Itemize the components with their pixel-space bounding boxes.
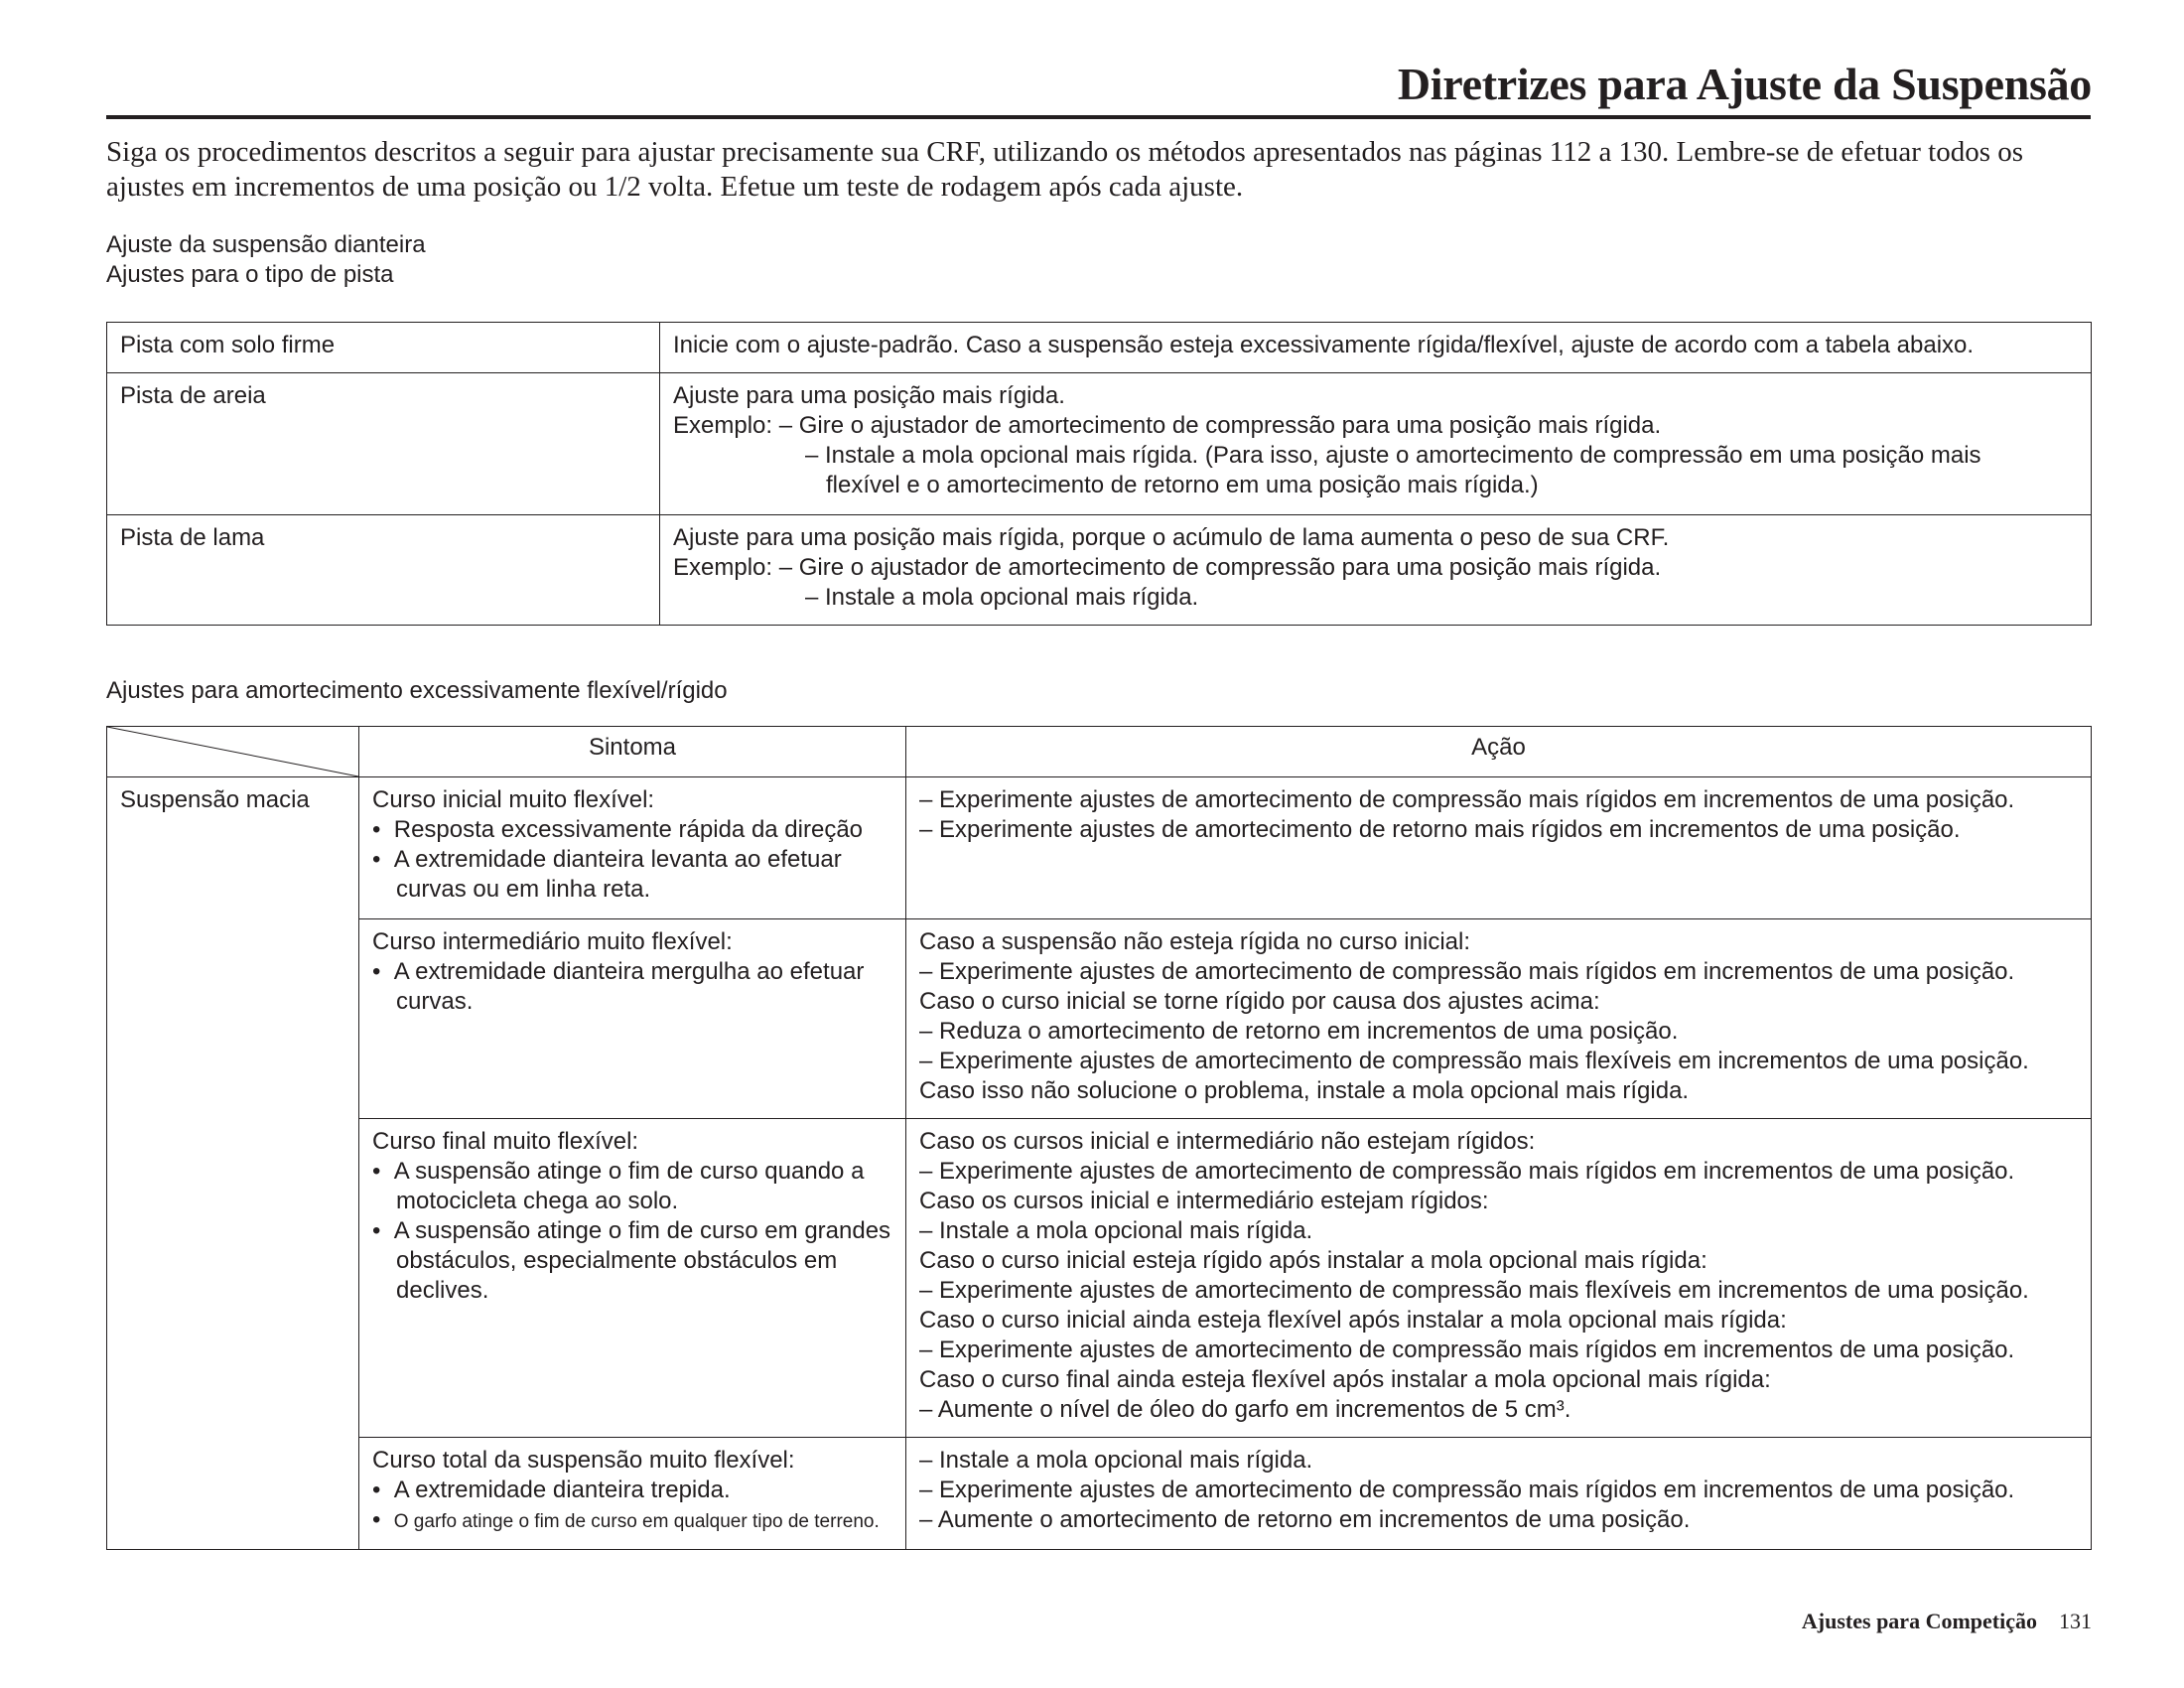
- action-line: – Instale a mola opcional mais rígida.: [919, 1447, 1313, 1474]
- symptom-bullet: • O garfo atinge o fim de curso em qualquer tipo de terreno.: [372, 1506, 880, 1533]
- table-row: [107, 373, 2092, 515]
- table-row: [107, 1119, 2092, 1438]
- intro-paragraph: Siga os procedimentos descritos a seguir para ajustar precisamente sua CRF, utilizando os métodos apresentados nas páginas 112 a 130. Lembre-se de efetuar todos os ajustes em incrementos de uma posição ou 1/2 volta. Efetue um teste de rodagem após cada ajuste.: [106, 136, 2024, 203]
- action-line: – Experimente ajustes de amortecimento de compressão mais rígidos em incrementos de uma posição.: [919, 1336, 2015, 1363]
- adjustment-line: Exemplo: – Gire o ajustador de amortecimento de compressão para uma posição mais rígida.: [673, 554, 1662, 581]
- action-line: – Instale a mola opcional mais rígida.: [919, 1217, 1313, 1244]
- symptom-title: Curso final muito flexível:: [372, 1128, 639, 1155]
- track-name: Pista de lama: [107, 515, 660, 626]
- footer-section: Ajustes para Competição: [1801, 1609, 2037, 1633]
- table-row: [107, 323, 2092, 373]
- symptom-bullet: • A suspensão atinge o fim de curso em grandes obstáculos, especialmente obstáculos em declives.: [372, 1217, 891, 1304]
- adjustment-line: – Instale a mola opcional mais rígida.: [805, 584, 1199, 611]
- action-cell: [906, 1438, 2092, 1550]
- symptom-cell: [359, 919, 906, 1119]
- action-cell: [906, 919, 2092, 1119]
- page-footer: [1802, 1609, 2092, 1634]
- symptom-cell: [359, 1438, 906, 1550]
- table-row: [107, 515, 2092, 626]
- action-line: Caso o curso inicial ainda esteja flexível após instalar a mola opcional mais rígida:: [919, 1307, 1787, 1334]
- table2-label: Ajustes para amortecimento excessivamente flexível/rígido: [106, 677, 728, 704]
- track-adjustment: [660, 323, 2092, 373]
- table-row: [107, 1438, 2092, 1550]
- adjustment-line: Inicie com o ajuste-padrão. Caso a suspensão esteja excessivamente rígida/flexível, ajuste de acordo com a tabela abaixo.: [673, 332, 1975, 358]
- action-line: Caso o curso final ainda esteja flexível após instalar a mola opcional mais rígida:: [919, 1366, 1771, 1393]
- adjustment-line: Ajuste para uma posição mais rígida, porque o acúmulo de lama aumenta o peso de sua CRF.: [673, 524, 1670, 551]
- symptom-title: Curso total da suspensão muito flexível:: [372, 1447, 795, 1474]
- action-line: Caso o curso inicial esteja rígido após instalar a mola opcional mais rígida:: [919, 1247, 1707, 1274]
- track-name: Pista com solo firme: [107, 323, 660, 373]
- adjustment-line: Exemplo: – Gire o ajustador de amortecimento de compressão para uma posição mais rígida.: [673, 412, 1662, 439]
- action-cell: [906, 1119, 2092, 1438]
- symptom-bullet: • A extremidade dianteira mergulha ao efetuar curvas.: [372, 958, 865, 1015]
- subsection-label: Ajustes para o tipo de pista: [106, 261, 394, 288]
- page-title: Diretrizes para Ajuste da Suspensão: [1397, 59, 2092, 109]
- action-line: Caso o curso inicial se torne rígido por causa dos ajustes acima:: [919, 988, 1600, 1015]
- track-name: Pista de areia: [107, 373, 660, 515]
- group-cell: Suspensão macia: [107, 777, 359, 1550]
- diagonal-line-icon: [107, 727, 358, 776]
- symptom-title: Curso inicial muito flexível:: [372, 786, 655, 813]
- action-line: – Experimente ajustes de amortecimento de retorno mais rígidos em incrementos de uma posição.: [919, 816, 1961, 843]
- symptom-bullet: • Resposta excessivamente rápida da direção: [372, 816, 864, 843]
- action-line: – Aumente o amortecimento de retorno em incrementos de uma posição.: [919, 1506, 1691, 1533]
- title-rule: [106, 115, 2091, 119]
- adjustment-line: Ajuste para uma posição mais rígida.: [673, 382, 1065, 409]
- adjustment-line: – Instale a mola opcional mais rígida. (Para isso, ajuste o amortecimento de compressão em uma posição mais: [805, 442, 1981, 469]
- symptom-title: Curso intermediário muito flexível:: [372, 928, 733, 955]
- action-header: Ação: [906, 727, 2092, 777]
- symptom-cell: [359, 777, 906, 919]
- adjustment-line: flexível e o amortecimento de retorno em uma posição mais rígida.): [826, 472, 1539, 498]
- track-type-table: [106, 322, 2092, 626]
- section-label: Ajuste da suspensão dianteira: [106, 231, 426, 258]
- action-line: Caso os cursos inicial e intermediário não estejam rígidos:: [919, 1128, 1536, 1155]
- symptom-bullet: • A suspensão atinge o fim de curso quando a motocicleta chega ao solo.: [372, 1158, 865, 1214]
- damping-table: [106, 726, 2092, 1550]
- action-line: – Reduza o amortecimento de retorno em incrementos de uma posição.: [919, 1018, 1679, 1045]
- track-adjustment: [660, 515, 2092, 626]
- action-line: – Experimente ajustes de amortecimento de compressão mais rígidos em incrementos de uma posição.: [919, 958, 2015, 985]
- table-row: [107, 919, 2092, 1119]
- table-header-row: [107, 727, 2092, 777]
- action-line: – Experimente ajustes de amortecimento de compressão mais rígidos em incrementos de uma posição.: [919, 1477, 2015, 1503]
- diagonal-header-cell: [107, 727, 359, 777]
- symptom-bullet: • A extremidade dianteira trepida.: [372, 1477, 731, 1503]
- page-number: 131: [2059, 1609, 2092, 1633]
- action-line: – Experimente ajustes de amortecimento de compressão mais flexíveis em incrementos de uma posição.: [919, 1277, 2029, 1304]
- action-line: – Experimente ajustes de amortecimento de compressão mais flexíveis em incrementos de uma posição.: [919, 1048, 2029, 1074]
- action-line: Caso a suspensão não esteja rígida no curso inicial:: [919, 928, 1470, 955]
- action-line: – Experimente ajustes de amortecimento de compressão mais rígidos em incrementos de uma posição.: [919, 786, 2015, 813]
- action-line: Caso os cursos inicial e intermediário estejam rígidos:: [919, 1188, 1489, 1214]
- action-cell: [906, 777, 2092, 919]
- symptom-cell: [359, 1119, 906, 1438]
- action-line: Caso isso não solucione o problema, instale a mola opcional mais rígida.: [919, 1077, 1690, 1104]
- table-row: [107, 777, 2092, 919]
- track-adjustment: [660, 373, 2092, 515]
- action-line: – Aumente o nível de óleo do garfo em incrementos de 5 cm³.: [919, 1396, 1571, 1423]
- symptom-bullet: • A extremidade dianteira levanta ao efetuar curvas ou em linha reta.: [372, 846, 842, 903]
- symptom-header: Sintoma: [359, 727, 906, 777]
- action-line: – Experimente ajustes de amortecimento de compressão mais rígidos em incrementos de uma posição.: [919, 1158, 2015, 1185]
